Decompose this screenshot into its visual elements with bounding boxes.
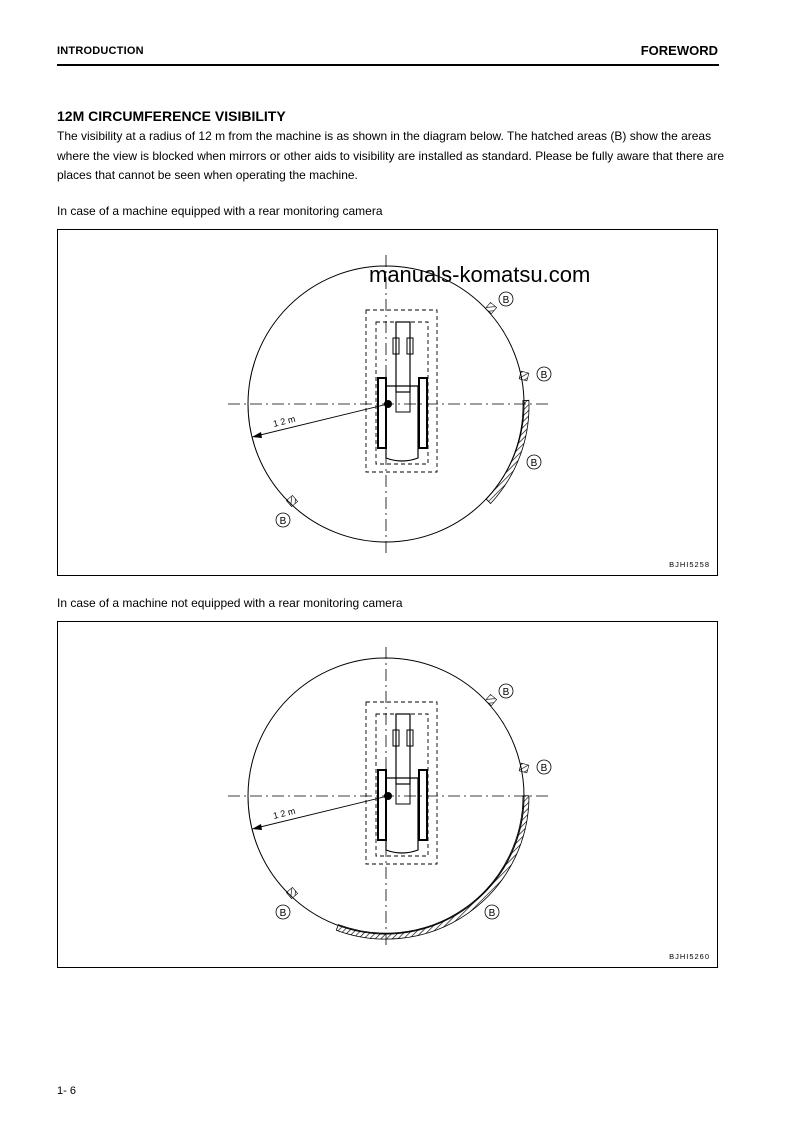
- visibility-diagram-2: [58, 622, 719, 969]
- radius-label: 1 2 m: [272, 805, 297, 821]
- area-b-label-1: [499, 684, 513, 698]
- figure-1-caption: In case of a machine equipped with a rear monitoring camera: [57, 204, 383, 218]
- blind-area-front-right: [485, 694, 496, 705]
- blind-area-left-rear: [286, 887, 297, 898]
- svg-text:B: B: [279, 908, 287, 919]
- body-paragraph: The visibility at a radius of 12 m from the machine is as shown in the diagram below. The hatched areas (B) show the areas where the view is blocked when mirrors or other aids to visibility are installed as standard. Please be fully aware that there are places that cannot be seen when operating the machine.: [57, 129, 724, 182]
- operator-position: [384, 400, 392, 408]
- area-b-label-2: [537, 367, 551, 381]
- figure-code: BJHI5260: [669, 952, 710, 961]
- radius-label: 1 2 m: [272, 413, 297, 429]
- blind-area-left-rear: [286, 495, 297, 506]
- svg-text:B: B: [540, 763, 548, 774]
- blind-area-right: [519, 763, 529, 773]
- section-title: 12M CIRCUMFERENCE VISIBILITY: [57, 108, 286, 124]
- radius-arrowhead: [252, 824, 262, 830]
- radius-arrowhead: [252, 432, 262, 438]
- excavator-outline: [366, 310, 437, 472]
- blind-area-front-right: [485, 302, 496, 313]
- header-rule: [57, 64, 719, 66]
- figure-code: BJHI5258: [669, 560, 710, 569]
- watermark: manuals-komatsu.com: [369, 262, 591, 287]
- operator-position: [384, 792, 392, 800]
- svg-text:B: B: [488, 908, 496, 919]
- header-chapter: FOREWORD: [640, 43, 718, 58]
- svg-text:B: B: [279, 516, 287, 527]
- page-number: 1- 6: [57, 1085, 76, 1097]
- area-b-label-1: [499, 292, 513, 306]
- area-b-label-2: [537, 760, 551, 774]
- svg-text:B: B: [502, 295, 510, 306]
- header-section: INTRODUCTION: [57, 45, 144, 57]
- blind-area-right: [519, 371, 529, 381]
- svg-text:B: B: [530, 458, 538, 469]
- svg-text:B: B: [502, 687, 510, 698]
- blind-area-rear: [486, 400, 529, 503]
- excavator-outline: [366, 702, 437, 864]
- area-b-label-3: [485, 905, 499, 919]
- area-b-label-4: [276, 513, 290, 527]
- figure-2-caption: In case of a machine not equipped with a rear monitoring camera: [57, 596, 403, 610]
- figure-2: [57, 621, 718, 968]
- svg-text:B: B: [540, 370, 548, 381]
- area-b-label-4: [276, 905, 290, 919]
- blind-area-rear: [336, 796, 529, 939]
- area-b-label-3: [527, 455, 541, 469]
